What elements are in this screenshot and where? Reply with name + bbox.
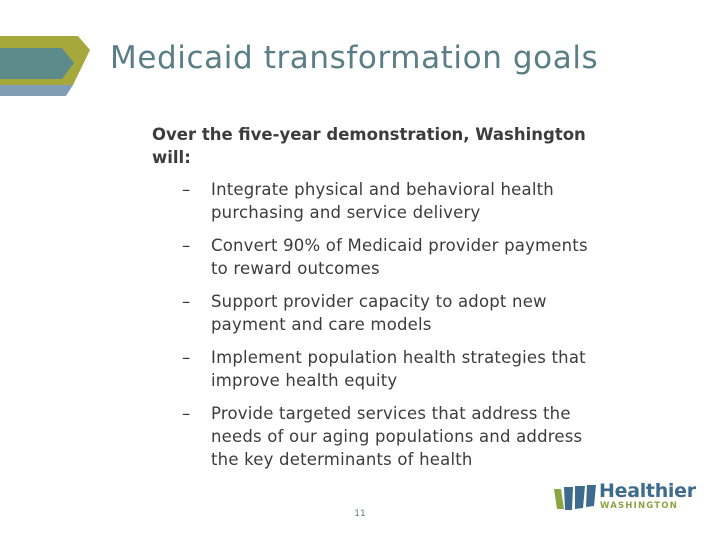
page-number: 11	[354, 509, 366, 519]
washington-bars-icon	[553, 482, 597, 512]
goal-item	[182, 402, 602, 471]
logo-subtitle: WASHINGTON	[600, 501, 679, 511]
bullet-dash: –	[182, 292, 191, 311]
corner-chevron-graphic	[0, 34, 96, 98]
goal-text: Support provider capacity to adopt new payment and care models	[211, 292, 547, 334]
healthier-washington-logo	[553, 480, 713, 514]
goal-text: Convert 90% of Medicaid provider payments to reward outcomes	[211, 236, 588, 278]
goals-list	[182, 178, 602, 481]
goal-item	[182, 178, 602, 224]
goal-item	[182, 346, 602, 392]
goal-text: Implement population health strategies that improve health equity	[211, 348, 586, 390]
goal-text: Integrate physical and behavioral health purchasing and service delivery	[211, 180, 554, 222]
intro-text: Over the five-year demonstration, Washington will:	[152, 125, 586, 167]
bullet-dash: –	[182, 236, 191, 255]
goal-item	[182, 234, 602, 280]
goal-item	[182, 290, 602, 336]
bullet-dash: –	[182, 180, 191, 199]
slide-title: Medicaid transformation goals	[110, 40, 599, 76]
bullet-dash: –	[182, 404, 191, 423]
goal-text: Provide targeted services that address the needs of our aging populations and address the key determinants of health	[211, 404, 583, 469]
bullet-dash: –	[182, 348, 191, 367]
logo-wordmark: Healthier	[599, 480, 696, 502]
